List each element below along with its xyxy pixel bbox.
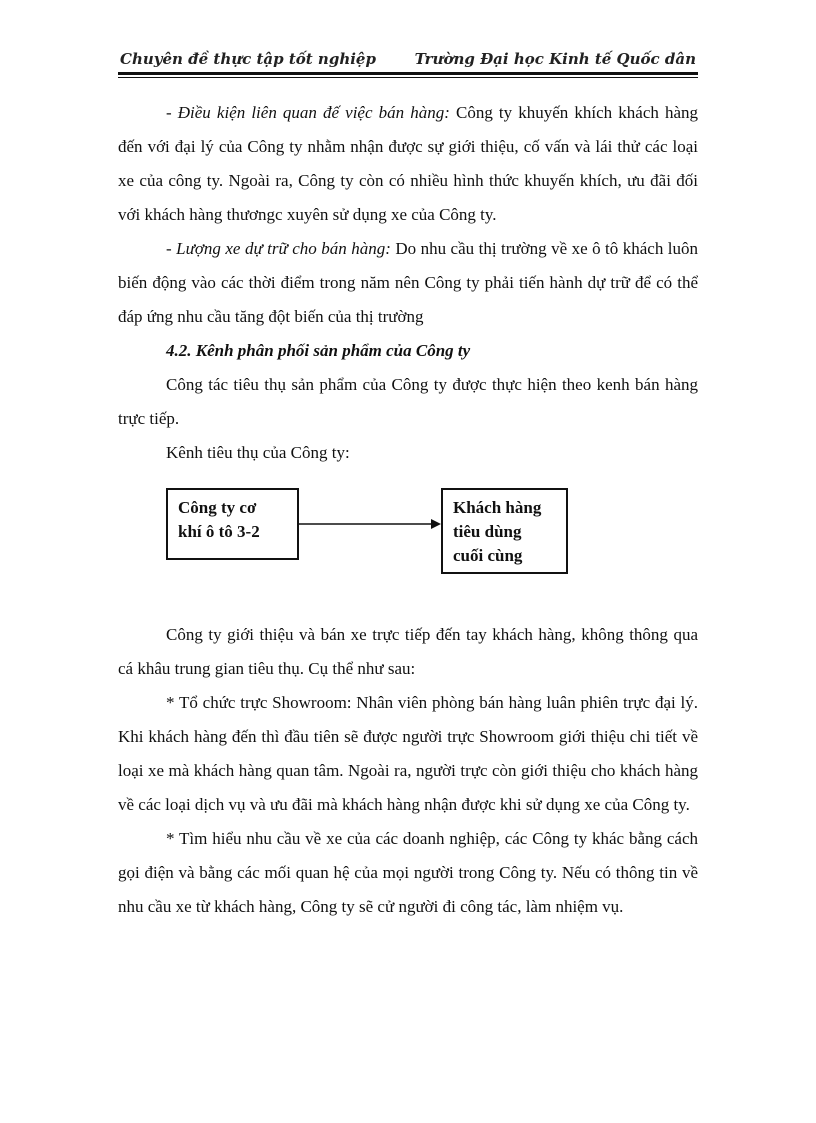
company-box-line: khí ô tô 3-2 [178,522,260,541]
company-box-line: Công ty cơ [178,498,257,517]
end-customer-box-line: tiêu dùng [453,522,522,541]
section-heading: 4.2. Kênh phân phối sản phẩm của Công ty [166,341,471,360]
end-customer-box [441,488,568,574]
paragraph-sales-channel: Công tác tiêu thụ sản phẩm của Công ty được thực hiện theo kenh bán hàng trực tiếp. [118,375,698,428]
company-box [166,488,299,560]
end-customer-box-line: cuối cùng [453,546,523,565]
paragraph-direct-sales: Công ty giới thiệu và bán xe trực tiếp đến tay khách hàng, không thông qua cá khâu trung gian tiêu thụ. Cụ thể như sau: [118,625,698,678]
paragraph-lead: - Lượng xe dự trữ cho bán hàng: [166,239,391,258]
arrow-icon [299,478,441,568]
distribution-channel-diagram [118,478,698,606]
document-body [118,96,698,924]
paragraph-showroom: * Tổ chức trực Showroom: Nhân viên phòng bán hàng luân phiên trực đại lý. Khi khách hàng đến thì đầu tiên sẽ được người trực Showroom giới thiệu chi tiết về loại xe mà khách hàng quan tâm. Ngoài ra, người trực còn giới thiệu cho khách hàng về các loại dịch vụ và ưu đãi mà khách hàng nhận được khi sử dụng xe của Công ty. [118,693,698,814]
paragraph-lead: - Điều kiện liên quan đế việc bán hàng: [166,103,450,122]
header-left-title: Chuyên đề thực tập tốt nghiệp [120,50,376,68]
paragraph-sales-conditions [118,96,698,232]
header-right-title: Trường Đại học Kinh tế Quốc dân [414,50,696,68]
paragraph-text: Công ty khuyến khích khách hàng đến với đại lý của Công ty nhằm nhận được sự giới thiệu, cố vấn và lái thử các loại xe của công ty. Ngoài ra, Công ty còn có nhiều hình thức khuyến khích, ưu đãi đối với khách hàng thươngc xuyên sử dụng xe của Công ty. [118,103,699,224]
end-customer-box-line: Khách hàng [453,498,542,517]
paragraph-research-demand: * Tìm hiểu nhu cầu về xe của các doanh nghiệp, các Công ty khác bằng cách gọi điện và bằng các mối quan hệ của mọi người trong Công ty. Nếu có thông tin về nhu cầu xe từ khách hàng, Công ty sẽ cử người đi công tác, làm nhiệm vụ. [118,829,698,916]
paragraph-channel-label: Kênh tiêu thụ của Công ty: [166,443,350,462]
paragraph-text: Do nhu cầu thị trường về xe ô tô khách luôn biến động vào các thời điểm trong năm nên Công ty phải tiến hành dự trữ để có thể đáp ứng nhu cầu tăng đột biến của thị trường [118,239,699,326]
page-header [118,46,698,76]
paragraph-reserve-stock [118,232,698,334]
header-rule-thick [118,72,698,75]
header-rule-thin [118,77,698,78]
